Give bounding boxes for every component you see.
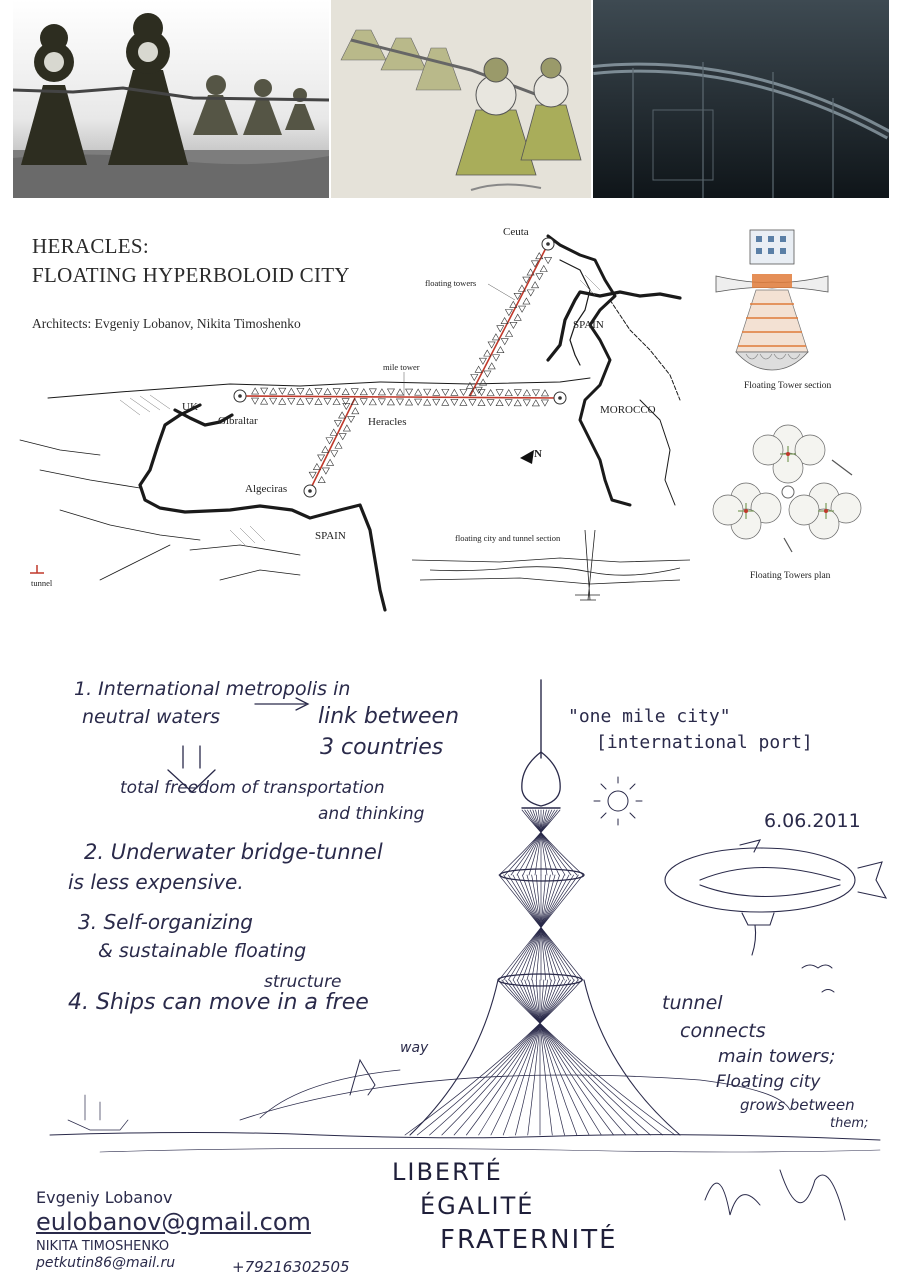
floating-tower-marker [488,342,495,348]
floating-tower-marker [415,399,422,405]
sketch-waterline [50,1133,880,1141]
floating-tower-marker [318,477,325,483]
motto-egalite: ÉGALITÉ [420,1192,535,1220]
road-lines [20,440,300,580]
sketch-sun-icon [594,777,642,825]
floating-tower-marker [488,363,495,369]
floating-tower-marker [387,399,394,405]
floating-tower-marker [479,358,486,364]
floating-tower-marker [523,298,530,304]
floating-tower-marker [397,389,404,395]
label-spain-north: SPAIN [573,319,604,331]
floating-tower-marker [505,400,512,406]
note-intl-port: [international port] [596,732,813,753]
floating-tower-marker [540,266,547,272]
floating-tower-marker [252,388,259,394]
floating-tower-marker [406,389,413,395]
coastline-north [48,378,590,398]
note-float1: Floating city [716,1072,821,1092]
floating-tower-marker [487,400,494,406]
floating-tower-marker [306,388,313,394]
floating-tower-marker [261,398,268,404]
floating-tower-marker [496,390,503,396]
signature [705,1170,845,1220]
floating-tower-marker [324,398,331,404]
floating-tower-marker [326,438,333,444]
floating-tower-marker [480,379,487,385]
floating-tower-marker [270,388,277,394]
note4-line2: way [400,1040,429,1056]
floating-tower-marker [496,400,503,406]
floating-tower-marker [514,314,521,320]
hyperboloid-line [517,980,614,1135]
floating-tower-marker [348,416,355,422]
note3-line3: structure [264,972,342,992]
floating-tower-marker [510,322,517,328]
floating-tower-marker [424,399,431,405]
label-gibraltar: Gibraltar [218,415,258,427]
floating-tower-marker [333,399,340,405]
floating-tower-marker [261,388,268,394]
label-heracles: Heracles [368,416,407,428]
floating-tower-marker [519,306,526,312]
note4-line1: 4. Ships can move in a free [68,990,369,1015]
floating-tower-marker [279,388,286,394]
note2-line1: 2. Underwater bridge-tunnel [84,840,383,864]
motto-fraternite: FRATERNITÉ [440,1225,618,1255]
label-uk: UK [182,401,198,413]
floating-tower-marker [460,399,467,405]
label-north: N [534,448,542,460]
contact-email-1: eulobanov@gmail.com [36,1208,311,1236]
floating-tower-marker [497,347,504,353]
contact-phone: +79216302505 [232,1258,350,1276]
floating-tower-marker [514,400,521,406]
note-float2: grows between [740,1096,855,1114]
hyperboloid-line [498,980,675,1135]
coastline-ceuta-peninsula [548,236,630,505]
hyperboloid-line [502,980,663,1135]
label-tunnel-legend: tunnel [31,578,53,588]
hyperboloid-line [466,980,563,1135]
note3-line2: & sustainable floating [98,940,307,962]
floating-tower-marker [322,446,329,452]
floating-tower-marker [342,389,349,395]
floating-tower-marker [532,400,539,406]
floating-tower-marker [360,399,367,405]
note-tunnel3: main towers; [718,1046,836,1067]
label-algeciras: Algeciras [245,483,288,495]
floating-tower-marker [309,472,316,478]
render-photo-2-art [331,0,591,198]
floating-tower-marker [313,464,320,470]
note-date: 6.06.2011 [764,810,861,832]
coastline-morocco [548,292,680,360]
label-morocco: MOROCCO [600,404,656,416]
floating-tower-marker [541,390,548,396]
floating-tower-marker [369,389,376,395]
floating-tower-marker [315,398,322,404]
note1-line2: neutral waters [82,706,221,728]
floating-tower-marker [460,389,467,395]
border-line [610,300,680,400]
floating-tower-marker [352,408,359,414]
floating-tower-marker [297,398,304,404]
label-spain-south: SPAIN [315,530,346,542]
floating-tower-marker [360,389,367,395]
render-photo-3-art [593,0,889,198]
floating-tower-marker [506,330,513,336]
floating-tower-marker [322,468,329,474]
floating-tower-marker [270,398,277,404]
motto-liberte: LIBERTÉ [392,1158,503,1186]
render-photo-3 [593,0,889,198]
note-float3: them; [830,1116,869,1131]
floating-tower-marker [252,398,259,404]
floating-tower-marker [532,390,539,396]
title-line-1: HERACLES: [32,234,150,258]
floating-tower-marker [451,389,458,395]
floating-tower-marker [330,429,337,435]
floating-tower-marker [288,388,295,394]
title-line-2: FLOATING HYPERBOLOID CITY [32,263,350,287]
floating-tower-marker [484,350,491,356]
floating-tower-marker [306,398,313,404]
contact-email-2: petkutin86@mail.ru [36,1255,176,1271]
floating-tower-marker [378,389,385,395]
floating-tower-marker [501,339,508,345]
floating-tower-marker [527,290,534,296]
note1-line1: 1. International metropolis in [74,678,351,700]
floating-tower-marker [433,389,440,395]
floating-tower-marker [475,366,482,372]
caption-tower-section: Floating Tower section [744,381,832,391]
floating-tower-marker [378,399,385,405]
floating-tower-marker [469,399,476,405]
route-gibraltar-ceuta-main [240,396,560,398]
floating-tower-section-drawing [712,224,862,374]
note1-freedom2: and thinking [318,804,425,824]
floating-tower-marker [478,399,485,405]
note-tunnel2: connects [680,1020,766,1042]
note1-link: link between [318,704,460,729]
floating-tower-marker [487,390,494,396]
floating-tower-marker [451,399,458,405]
floating-tower-marker [333,389,340,395]
floating-tower-marker [334,421,341,427]
floating-tower-marker [279,398,286,404]
coastline-heracles-peninsula [140,405,385,610]
sketch-onion-dome [522,752,560,806]
route-heracles-algeciras [310,398,355,490]
note1-freedom1: total freedom of transportation [120,778,385,798]
floating-tower-marker [523,390,530,396]
route-heracles-ceuta [470,244,548,396]
caption-towers-plan: Floating Towers plan [750,571,831,581]
floating-tower-marker [406,399,413,405]
contact-name-2: NIKITA TIMOSHENKO [36,1239,170,1254]
sketch-ship [68,1095,128,1130]
floating-tower-marker [331,451,338,457]
note2-line2: is less expensive. [68,870,244,894]
tunnel-legend-icon [30,565,44,573]
floating-tower-marker [466,382,473,388]
note3-line1: 3. Self-organizing [78,910,253,934]
render-photo-2 [331,0,591,198]
strait-map [0,200,700,620]
floating-tower-marker [297,388,304,394]
note-mile-city: "one mile city" [568,706,731,727]
contact-name-1: Evgeniy Lobanov [36,1188,173,1207]
note-tunnel1: tunnel [662,992,723,1014]
floating-tower-marker [545,257,552,263]
floating-tower-marker [315,388,322,394]
render-photo-1-art [13,0,329,198]
floating-tower-marker [415,389,422,395]
floating-tower-marker [424,389,431,395]
floating-tower-marker [288,398,295,404]
label-ceuta: Ceuta [503,226,529,238]
floating-tower-marker [505,390,512,396]
sketch-airship-icon [665,840,886,955]
floating-tower-marker [327,459,334,465]
floating-tower-marker [396,399,403,405]
floating-tower-marker [343,425,350,431]
floating-towers-plan-drawing [720,420,870,560]
floating-tower-marker [442,399,449,405]
architects-credit: Architects: Evgeniy Lobanov, Nikita Timoshenko [32,316,301,331]
floating-tower-marker [536,274,543,280]
render-photo-1 [13,0,329,198]
label-section-caption: floating city and tunnel section [455,533,561,543]
floating-tower-marker [324,388,331,394]
floating-tower-marker [351,389,358,395]
floating-tower-marker [318,455,325,461]
hyperboloid-line [417,980,578,1135]
floating-tower-marker [339,434,346,440]
floating-tower-marker [387,389,394,395]
floating-tower-marker [532,282,539,288]
note1-countries: 3 countries [320,735,444,760]
floating-tower-marker [369,399,376,405]
floating-tower-marker [541,400,548,406]
floating-tower-marker [493,355,500,361]
north-arrow-icon [520,450,534,464]
floating-tower-marker [442,389,449,395]
floating-tower-marker [433,399,440,405]
floating-tower-marker [343,403,350,409]
label-mile-tower: mile tower [383,362,420,372]
label-floating-towers: floating towers [425,278,477,288]
floating-tower-marker [339,412,346,418]
floating-tower-marker [335,442,342,448]
floating-tower-marker [484,371,491,377]
floating-tower-marker [471,374,478,380]
floating-tower-marker [523,400,530,406]
floating-tower-marker [514,390,521,396]
